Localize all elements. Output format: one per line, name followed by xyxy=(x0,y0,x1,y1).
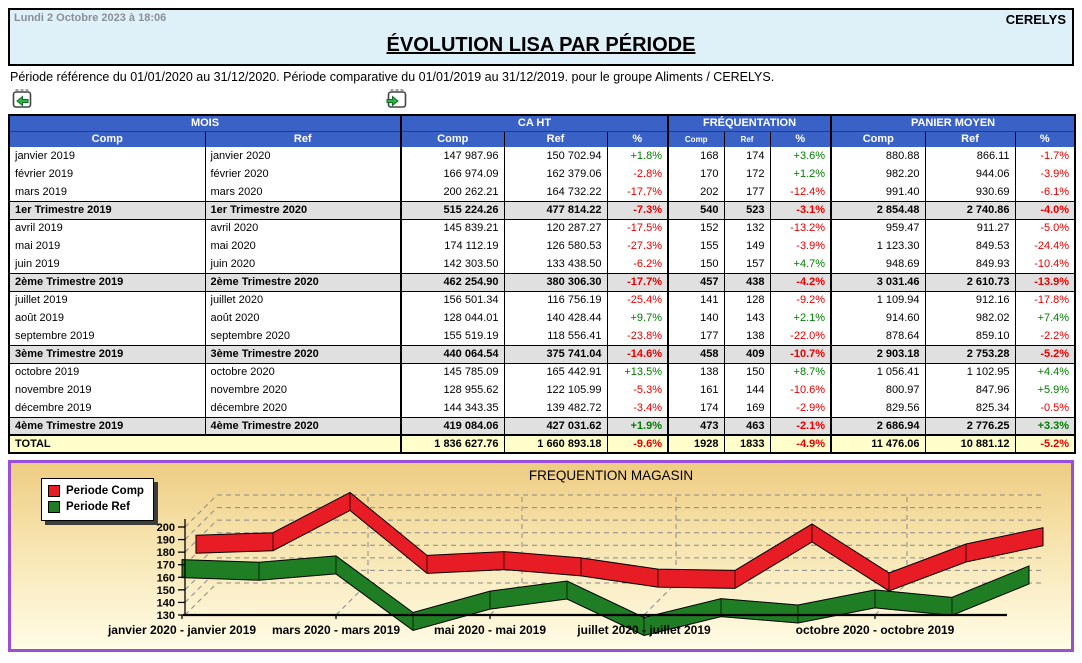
cell: 172 xyxy=(724,165,770,183)
cell: +2.1% xyxy=(770,309,831,327)
cell: avril 2019 xyxy=(15,222,63,235)
y-tick-label: 170 xyxy=(156,559,175,572)
cell: 2 854.48 xyxy=(831,201,925,219)
cell: +8.7% xyxy=(770,363,831,381)
cell: 150 xyxy=(668,255,724,273)
group-header-frequentation: FRÉQUENTATION xyxy=(668,115,831,131)
chart-canvas xyxy=(11,463,1071,649)
x-tick-label: mai 2020 - mai 2019 xyxy=(433,623,547,637)
cell: -4.2% xyxy=(770,273,831,291)
cell: février 2020 xyxy=(205,165,401,183)
cell: -2.1% xyxy=(770,417,831,435)
cell: décembre 2020 xyxy=(205,399,401,417)
cell: 152 xyxy=(668,219,724,237)
cell: 462 254.90 xyxy=(401,273,504,291)
quarter-row xyxy=(9,417,1075,435)
y-tick-label: 190 xyxy=(156,534,175,547)
cell: 150 xyxy=(724,363,770,381)
cell: 880.88 xyxy=(831,147,925,165)
group-header-mois: MOIS xyxy=(9,115,401,131)
cell: 139 482.72 xyxy=(504,399,607,417)
quarter-row xyxy=(9,201,1075,219)
cell: 116 756.19 xyxy=(504,291,607,309)
cell: mars 2020 xyxy=(205,183,401,201)
cell: -2.2% xyxy=(1015,327,1075,345)
y-tick-label: 150 xyxy=(156,584,175,597)
cell: -4.0% xyxy=(1015,201,1075,219)
table-body xyxy=(9,147,1075,453)
table-row xyxy=(9,327,1075,345)
quarter-row xyxy=(9,345,1075,363)
cell: 145 785.09 xyxy=(401,363,504,381)
cell: 859.10 xyxy=(925,327,1015,345)
cell: 118 556.41 xyxy=(504,327,607,345)
cell: 177 xyxy=(724,183,770,201)
cell: +9.7% xyxy=(607,309,668,327)
cell: 849.93 xyxy=(925,255,1015,273)
legend-entry-comp xyxy=(48,483,144,499)
chart-legend xyxy=(41,478,154,521)
cell: +3.3% xyxy=(1015,417,1075,435)
cell: -4.9% xyxy=(770,435,831,453)
cell: +13.5% xyxy=(607,363,668,381)
subheader-caht-ref: Ref xyxy=(504,131,607,147)
cell: -17.7% xyxy=(607,273,668,291)
cell: 140 428.44 xyxy=(504,309,607,327)
cell: 2 903.18 xyxy=(831,345,925,363)
cell: mars 2019 xyxy=(15,185,67,198)
cell: juin 2019 xyxy=(15,257,60,270)
subheader-caht-pct: % xyxy=(607,131,668,147)
cell: novembre 2020 xyxy=(205,381,401,399)
cell: mai 2020 xyxy=(205,237,401,255)
cell: avril 2020 xyxy=(205,219,401,237)
cell: 427 031.62 xyxy=(504,417,607,435)
cell: 177 xyxy=(668,327,724,345)
cell: -17.7% xyxy=(607,183,668,201)
cell: -5.0% xyxy=(1015,219,1075,237)
cell: +5.9% xyxy=(1015,381,1075,399)
cell: 128 044.01 xyxy=(401,309,504,327)
cell: 3 031.46 xyxy=(831,273,925,291)
cell: 982.02 xyxy=(925,309,1015,327)
cell: 128 955.62 xyxy=(401,381,504,399)
table-row xyxy=(9,381,1075,399)
cell: 174 112.19 xyxy=(401,237,504,255)
cell: -3.1% xyxy=(770,201,831,219)
cell: 2 753.28 xyxy=(925,345,1015,363)
cell: 4ème Trimestre 2020 xyxy=(205,417,401,435)
cell: 911.27 xyxy=(925,219,1015,237)
cell: +3.6% xyxy=(770,147,831,165)
cell: 1 836 627.76 xyxy=(401,435,504,453)
cell: 3ème Trimestre 2020 xyxy=(205,345,401,363)
cell: août 2020 xyxy=(205,309,401,327)
table-row xyxy=(9,147,1075,165)
cell: -9.6% xyxy=(607,435,668,453)
cell: -3.4% xyxy=(607,399,668,417)
cell: 147 987.96 xyxy=(401,147,504,165)
cell: -7.3% xyxy=(607,201,668,219)
cell: +7.4% xyxy=(1015,309,1075,327)
cell: -1.7% xyxy=(1015,147,1075,165)
cell: 866.11 xyxy=(925,147,1015,165)
table-group-header-row xyxy=(9,115,1075,131)
cell: -13.2% xyxy=(770,219,831,237)
next-period-button[interactable] xyxy=(385,87,409,114)
cell: -5.2% xyxy=(1015,345,1075,363)
legend-label-ref: Periode Ref xyxy=(66,501,130,513)
table-row xyxy=(9,399,1075,417)
legend-swatch-ref-icon xyxy=(48,501,60,513)
table-row xyxy=(9,255,1075,273)
cell: 1er Trimestre 2020 xyxy=(205,201,401,219)
cell: -25.4% xyxy=(607,291,668,309)
cell: octobre 2020 xyxy=(205,363,401,381)
cell: 3ème Trimestre 2019 xyxy=(9,345,205,363)
cell: 2 686.94 xyxy=(831,417,925,435)
cell: 10 881.12 xyxy=(925,435,1015,453)
cell: 138 xyxy=(668,363,724,381)
cell: 409 xyxy=(724,345,770,363)
cell: 145 839.21 xyxy=(401,219,504,237)
cell: 155 xyxy=(668,237,724,255)
cell: 126 580.53 xyxy=(504,237,607,255)
cell: 2 776.25 xyxy=(925,417,1015,435)
subheader-mois-ref: Ref xyxy=(205,131,401,147)
cell: 912.16 xyxy=(925,291,1015,309)
cell: 150 702.94 xyxy=(504,147,607,165)
cell: 948.69 xyxy=(831,255,925,273)
cell: 438 xyxy=(724,273,770,291)
quarter-row xyxy=(9,273,1075,291)
group-header-ca-ht: CA HT xyxy=(401,115,668,131)
cell: 991.40 xyxy=(831,183,925,201)
cell: 914.60 xyxy=(831,309,925,327)
cell: 174 xyxy=(668,399,724,417)
subheader-freq-ref: Ref xyxy=(724,131,770,147)
cell: 982.20 xyxy=(831,165,925,183)
report-page xyxy=(0,8,1082,663)
header-banner xyxy=(8,8,1074,66)
y-tick-label: 160 xyxy=(156,572,175,585)
cell: 132 xyxy=(724,219,770,237)
cell: 156 501.34 xyxy=(401,291,504,309)
cell: -3.9% xyxy=(1015,165,1075,183)
cell: 463 xyxy=(724,417,770,435)
y-tick-label: 180 xyxy=(156,547,175,560)
cell: 419 084.06 xyxy=(401,417,504,435)
subheader-panier-comp: Comp xyxy=(831,131,925,147)
page-title: ÉVOLUTION LISA PAR PÉRIODE xyxy=(386,34,696,56)
cell: août 2019 xyxy=(15,312,64,324)
table-row xyxy=(9,165,1075,183)
cell: 166 974.09 xyxy=(401,165,504,183)
cell: -13.9% xyxy=(1015,273,1075,291)
cell: 457 xyxy=(668,273,724,291)
cell: 515 224.26 xyxy=(401,201,504,219)
cell: 959.47 xyxy=(831,219,925,237)
calendar-arrow-left-icon xyxy=(10,99,34,114)
cell: 800.97 xyxy=(831,381,925,399)
cell: 523 xyxy=(724,201,770,219)
previous-period-button[interactable] xyxy=(10,87,34,114)
y-tick-label: 130 xyxy=(156,609,175,622)
table-sub-header-row xyxy=(9,131,1075,147)
cell: 133 438.50 xyxy=(504,255,607,273)
cell: 144 xyxy=(724,381,770,399)
cell: 2ème Trimestre 2019 xyxy=(9,273,205,291)
cell: -17.8% xyxy=(1015,291,1075,309)
cell: -12.4% xyxy=(770,183,831,201)
cell: 170 xyxy=(668,165,724,183)
cell: 142 303.50 xyxy=(401,255,504,273)
cell: juin 2020 xyxy=(205,255,401,273)
cell: 878.64 xyxy=(831,327,925,345)
cell: -5.3% xyxy=(607,381,668,399)
cell: 168 xyxy=(668,147,724,165)
period-nav-row xyxy=(8,86,1074,112)
cell: 1er Trimestre 2019 xyxy=(9,201,205,219)
cell: -6.1% xyxy=(1015,183,1075,201)
cell: -5.2% xyxy=(1015,435,1075,453)
cell: 847.96 xyxy=(925,381,1015,399)
subheader-caht-comp: Comp xyxy=(401,131,504,147)
cell: +1.8% xyxy=(607,147,668,165)
subheader-freq-pct: % xyxy=(770,131,831,147)
cell: -27.3% xyxy=(607,237,668,255)
cell: 473 xyxy=(668,417,724,435)
cell: février 2019 xyxy=(15,168,74,180)
subheader-panier-ref: Ref xyxy=(925,131,1015,147)
cell: janvier 2020 xyxy=(205,147,401,165)
grid-diagonal xyxy=(185,495,217,527)
cell: 944.06 xyxy=(925,165,1015,183)
cell: 930.69 xyxy=(925,183,1015,201)
company-name: CERELYS xyxy=(1005,12,1066,27)
cell: -10.4% xyxy=(1015,255,1075,273)
cell: 1 660 893.18 xyxy=(504,435,607,453)
cell: 162 379.06 xyxy=(504,165,607,183)
cell: septembre 2020 xyxy=(205,327,401,345)
cell: -14.6% xyxy=(607,345,668,363)
report-datetime: Lundi 2 Octobre 2023 à 18:06 xyxy=(14,12,167,24)
cell: 141 xyxy=(668,291,724,309)
series-ribbon-periode-comp xyxy=(196,492,1043,590)
cell: -22.0% xyxy=(770,327,831,345)
cell: +4.4% xyxy=(1015,363,1075,381)
cell: 144 343.35 xyxy=(401,399,504,417)
cell: -23.8% xyxy=(607,327,668,345)
frequentation-chart xyxy=(8,460,1074,652)
cell: novembre 2019 xyxy=(15,384,92,396)
cell: mai 2019 xyxy=(15,240,61,252)
cell: TOTAL xyxy=(9,435,401,453)
x-tick-label: mars 2020 - mars 2019 xyxy=(271,623,401,637)
cell: 143 xyxy=(724,309,770,327)
cell: septembre 2019 xyxy=(15,329,95,342)
cell: 380 306.30 xyxy=(504,273,607,291)
cell: -9.2% xyxy=(770,291,831,309)
table-row xyxy=(9,219,1075,237)
cell: 169 xyxy=(724,399,770,417)
x-tick-label: octobre 2020 - octobre 2019 xyxy=(795,623,955,637)
cell: +1.2% xyxy=(770,165,831,183)
cell: -3.9% xyxy=(770,237,831,255)
cell: 458 xyxy=(668,345,724,363)
table-row xyxy=(9,291,1075,309)
group-header-panier-moyen: PANIER MOYEN xyxy=(831,115,1075,131)
subheader-freq-comp: Comp xyxy=(668,131,724,147)
subheader-mois-comp: Comp xyxy=(9,131,205,147)
cell: -0.5% xyxy=(1015,399,1075,417)
cell: -2.9% xyxy=(770,399,831,417)
calendar-arrow-right-icon xyxy=(385,99,409,114)
subheader-panier-pct: % xyxy=(1015,131,1075,147)
cell: 155 519.19 xyxy=(401,327,504,345)
cell: octobre 2019 xyxy=(15,366,80,379)
cell: +1.9% xyxy=(607,417,668,435)
table-row xyxy=(9,363,1075,381)
total-row xyxy=(9,435,1075,453)
table-row xyxy=(9,183,1075,201)
cell: juillet 2020 xyxy=(205,291,401,309)
cell: janvier 2019 xyxy=(15,150,75,162)
cell: 1833 xyxy=(724,435,770,453)
cell: 157 xyxy=(724,255,770,273)
legend-entry-ref xyxy=(48,499,144,515)
cell: -10.7% xyxy=(770,345,831,363)
table-row xyxy=(9,237,1075,255)
cell: 1 102.95 xyxy=(925,363,1015,381)
y-tick-label: 140 xyxy=(156,597,175,610)
cell: 477 814.22 xyxy=(504,201,607,219)
cell: 375 741.04 xyxy=(504,345,607,363)
cell: -17.5% xyxy=(607,219,668,237)
cell: 165 442.91 xyxy=(504,363,607,381)
cell: 11 476.06 xyxy=(831,435,925,453)
cell: 2 740.86 xyxy=(925,201,1015,219)
cell: 2 610.73 xyxy=(925,273,1015,291)
cell: 540 xyxy=(668,201,724,219)
grid-diagonal xyxy=(185,583,217,615)
cell: 174 xyxy=(724,147,770,165)
x-tick-label: janvier 2020 - janvier 2019 xyxy=(107,623,257,637)
cell: décembre 2019 xyxy=(15,401,92,414)
cell: -24.4% xyxy=(1015,237,1075,255)
cell: 825.34 xyxy=(925,399,1015,417)
cell: juillet 2019 xyxy=(15,294,68,307)
cell: -10.6% xyxy=(770,381,831,399)
table-row xyxy=(9,309,1075,327)
cell: 128 xyxy=(724,291,770,309)
cell: 138 xyxy=(724,327,770,345)
y-tick-label: 200 xyxy=(156,522,175,534)
evolution-table xyxy=(8,114,1076,454)
cell: 200 262.21 xyxy=(401,183,504,201)
cell: 122 105.99 xyxy=(504,381,607,399)
cell: 440 064.54 xyxy=(401,345,504,363)
legend-label-comp: Periode Comp xyxy=(66,485,144,497)
cell: 140 xyxy=(668,309,724,327)
cell: 149 xyxy=(724,237,770,255)
cell: 120 287.27 xyxy=(504,219,607,237)
cell: 849.53 xyxy=(925,237,1015,255)
chart-title: FREQUENTION MAGASIN xyxy=(528,468,694,483)
cell: +4.7% xyxy=(770,255,831,273)
cell: 829.56 xyxy=(831,399,925,417)
cell: 164 732.22 xyxy=(504,183,607,201)
cell: 1 056.41 xyxy=(831,363,925,381)
cell: 202 xyxy=(668,183,724,201)
period-description: Période référence du 01/01/2020 au 31/12/2020. Période comparative du 01/01/2019 au 31/12/2019. pour le groupe Aliments / CERELYS. xyxy=(10,70,775,84)
cell: 1 123.30 xyxy=(831,237,925,255)
cell: -6.2% xyxy=(607,255,668,273)
cell: 1928 xyxy=(668,435,724,453)
cell: -2.8% xyxy=(607,165,668,183)
x-tick-label: juillet 2020 - juillet 2019 xyxy=(577,623,711,637)
cell: 4ème Trimestre 2019 xyxy=(9,417,205,435)
cell: 2ème Trimestre 2020 xyxy=(205,273,401,291)
cell: 1 109.94 xyxy=(831,291,925,309)
legend-swatch-comp-icon xyxy=(48,485,60,497)
cell: 161 xyxy=(668,381,724,399)
